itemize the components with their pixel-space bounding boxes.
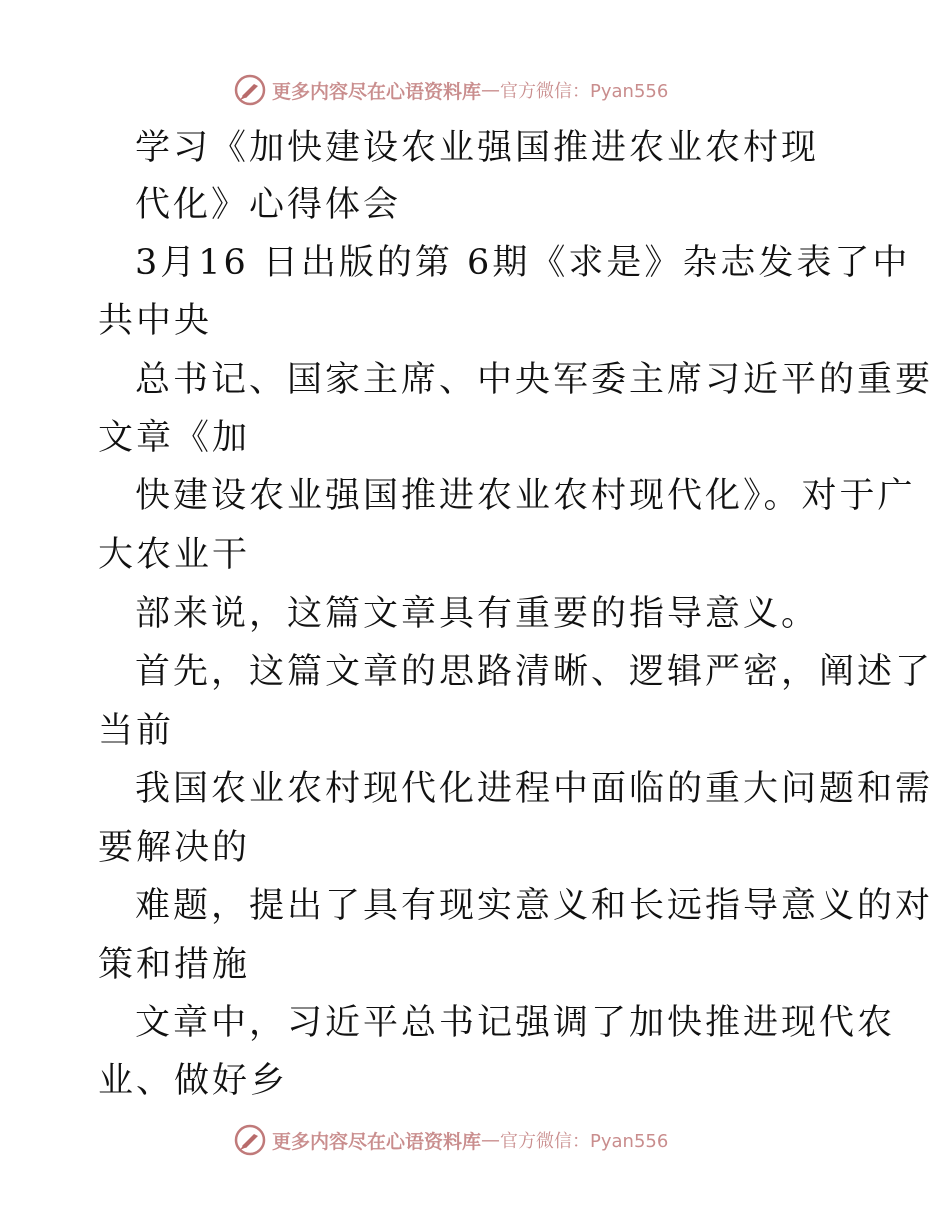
footer-brand-text: 更多内容尽在心语资料库 <box>272 1130 482 1153</box>
body-line: 要解决的 <box>98 828 251 868</box>
header-separator: — <box>481 79 501 101</box>
body-line: 文章《加 <box>98 418 251 458</box>
body-line: 共中央 <box>98 301 213 341</box>
body-line: 大农业干 <box>98 535 251 575</box>
footer-contact-text: 官方微信：Pyan556 <box>500 1131 669 1152</box>
body-line: 文章中，习近平总书记强调了加快推进现代农 <box>135 1003 896 1043</box>
body-line: 首先，这篇文章的思路清晰、逻辑严密，阐述了 <box>135 652 934 692</box>
footer-separator: — <box>481 1129 501 1151</box>
pen-logo-icon <box>234 1124 266 1156</box>
body-line: 快建设农业强国推进农业农村现代化》。对于广 <box>135 476 916 516</box>
body-line: 业、做好乡 <box>98 1061 289 1101</box>
body-line: 策和措施 <box>98 945 251 985</box>
pen-logo-icon <box>234 74 266 106</box>
body-line: 我国农业农村现代化进程中面临的重大问题和需 <box>135 769 934 809</box>
header-banner <box>234 73 668 107</box>
footer-banner <box>234 1123 668 1157</box>
body-line: 难题，提出了具有现实意义和长远指导意义的对 <box>135 886 934 926</box>
header-brand-text: 更多内容尽在心语资料库 <box>272 80 482 103</box>
body-line: 3月16 日出版的第 6期《求是》杂志发表了中 <box>135 243 911 283</box>
body-line: 部来说，这篇文章具有重要的指导意义。 <box>135 594 820 634</box>
document-title-line-1: 学习《加快建设农业强国推进农业农村现 <box>135 128 820 168</box>
body-line: 总书记、国家主席、中央军委主席习近平的重要 <box>135 360 934 400</box>
document-title-line-2: 代化》心得体会 <box>135 185 402 225</box>
header-contact-text: 官方微信：Pyan556 <box>500 81 669 102</box>
body-line: 当前 <box>98 711 175 751</box>
